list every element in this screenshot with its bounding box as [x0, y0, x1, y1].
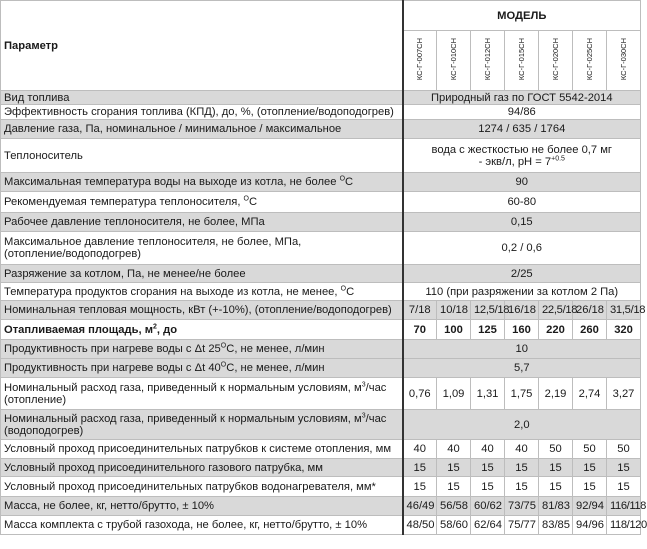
- row-cell: 81/83: [539, 497, 573, 516]
- row-mass-kit: [1, 516, 641, 535]
- row-value: 1274 / 635 / 1764: [403, 120, 641, 139]
- row-value: 2/25: [403, 265, 641, 283]
- row-value: 2,0: [403, 410, 641, 440]
- row-label: Условный проход присоединительных патрубков к системе отопления, мм: [1, 440, 403, 459]
- row-cell: 31,5/18: [607, 301, 641, 320]
- row-cell: 40: [437, 440, 471, 459]
- row-cell: 50: [573, 440, 607, 459]
- row-cell: 1,75: [505, 378, 539, 410]
- row-value: 0,2 / 0,6: [403, 232, 641, 265]
- row-cell: 50: [539, 440, 573, 459]
- row-cell: 15: [403, 459, 437, 477]
- row-cell: 15: [471, 459, 505, 477]
- row-label: Условный проход присоединительного газового патрубка, мм: [1, 459, 403, 477]
- row-cell: 116/118: [607, 497, 641, 516]
- row-label: Номинальная тепловая мощность, кВт (+-10%), (отопление/водоподогрев): [1, 301, 403, 320]
- row-cell: 15: [471, 477, 505, 497]
- row-perf-25: [1, 340, 641, 359]
- row-power: [1, 301, 641, 320]
- row-perf-40: [1, 359, 641, 378]
- row-cell: 118/120: [607, 516, 641, 535]
- row-label: Масса комплекта с трубой газохода, не более, кг, нетто/брутто, ± 10%: [1, 516, 403, 535]
- row-cell: 260: [573, 320, 607, 340]
- row-cell: 2,19: [539, 378, 573, 410]
- row-cell: 3,27: [607, 378, 641, 410]
- row-value: 60-80: [403, 192, 641, 213]
- row-cell: 40: [403, 440, 437, 459]
- row-coolant: [1, 139, 641, 173]
- row-cell: 94/96: [573, 516, 607, 535]
- row-label: Условный проход присоединительных патрубков водонагревателя, мм*: [1, 477, 403, 497]
- header-row-title: [1, 1, 641, 31]
- model-name: КС-Г-012СН: [471, 31, 505, 91]
- row-label: Рабочее давление теплоносителя, не более, МПа: [1, 213, 403, 232]
- row-value: 110 (при разряжении за котлом 2 Па): [403, 283, 641, 301]
- row-gas-water: [1, 410, 641, 440]
- row-value: [403, 139, 641, 173]
- row-cell: 320: [607, 320, 641, 340]
- row-value: 94/86: [403, 105, 641, 120]
- row-value: 5,7: [403, 359, 641, 378]
- row-cell: 160: [505, 320, 539, 340]
- coolant-sup: +0.5: [551, 154, 565, 162]
- row-efficiency: [1, 105, 641, 120]
- row-cell: 62/64: [471, 516, 505, 535]
- row-value: 10: [403, 340, 641, 359]
- row-draft: [1, 265, 641, 283]
- row-cell: 100: [437, 320, 471, 340]
- row-cell: 7/18: [403, 301, 437, 320]
- row-cell: 22,5/18: [539, 301, 573, 320]
- row-cell: 1,31: [471, 378, 505, 410]
- row-label: Номинальный расход газа, приведенный к нормальным условиям, $м^3$/час (водоподогрев): [1, 410, 403, 440]
- model-name: КС-Г-030СН: [607, 31, 641, 91]
- row-value: 0,15: [403, 213, 641, 232]
- row-cell: 40: [505, 440, 539, 459]
- row-gas-heating: [1, 378, 641, 410]
- row-cell: 15: [437, 459, 471, 477]
- row-cell: 73/75: [505, 497, 539, 516]
- model-name: КС-Г-007СН: [403, 31, 437, 91]
- row-cell: 56/58: [437, 497, 471, 516]
- row-cell: 15: [539, 477, 573, 497]
- param-column-title: Параметр: [1, 1, 403, 91]
- row-mass: [1, 497, 641, 516]
- row-cell: 1,09: [437, 378, 471, 410]
- row-label: Разряжение за котлом, Па, не менее/не более: [1, 265, 403, 283]
- row-cell: 15: [573, 477, 607, 497]
- row-cell: 125: [471, 320, 505, 340]
- row-cell: 15: [505, 477, 539, 497]
- row-label: Давление газа, Па, номинальное / минимальное / максимальное: [1, 120, 403, 139]
- row-cell: 15: [607, 459, 641, 477]
- row-cell: 10/18: [437, 301, 471, 320]
- row-label: Максимальная температура воды на выходе из котла, не более $^O$С: [1, 173, 403, 192]
- row-fuel: [1, 91, 641, 105]
- row-cell: 15: [539, 459, 573, 477]
- row-value: Природный газ по ГОСТ 5542-2014: [403, 91, 641, 105]
- model-column-title: МОДЕЛЬ: [403, 1, 641, 31]
- coolant-line1: вода с жесткостью не более 0,7 мг: [431, 143, 613, 156]
- row-cell: 15: [573, 459, 607, 477]
- row-cell: 16/18: [505, 301, 539, 320]
- row-value: 90: [403, 173, 641, 192]
- row-pipe-water: [1, 477, 641, 497]
- row-pipe-heating: [1, 440, 641, 459]
- row-label: Эффективность сгорания топлива (КПД), до, %, (отопление/водоподогрев): [1, 105, 403, 120]
- row-cell: 15: [607, 477, 641, 497]
- row-cell: 50: [607, 440, 641, 459]
- row-cell: 0,76: [403, 378, 437, 410]
- row-cell: 26/18: [573, 301, 607, 320]
- row-cell: 15: [437, 477, 471, 497]
- row-work-pressure: [1, 213, 641, 232]
- row-label: Максимальное давление теплоносителя, не более, МПа, (отопление/водоподогрев): [1, 232, 403, 265]
- row-cell: 60/62: [471, 497, 505, 516]
- row-rec-temp: [1, 192, 641, 213]
- row-cell: 15: [505, 459, 539, 477]
- row-label: Температура продуктов сгорания на выходе из котла, не менее, $^O$С: [1, 283, 403, 301]
- model-name: КС-Г-025СН: [573, 31, 607, 91]
- row-cell: 46/49: [403, 497, 437, 516]
- row-label: Рекомендуемая температура теплоносителя, $^O$С: [1, 192, 403, 213]
- row-cell: 220: [539, 320, 573, 340]
- row-label: Продуктивность при нагреве воды с Δt $25^OС$, не менее, л/мин: [1, 340, 403, 359]
- model-name: КС-Г-010СН: [437, 31, 471, 91]
- row-label: Отапливаемая площадь, $м^2$, до: [1, 320, 403, 340]
- row-cell: 83/85: [539, 516, 573, 535]
- row-cell: 12,5/18: [471, 301, 505, 320]
- row-label: Продуктивность при нагреве воды с Δt $40^OС$, не менее, л/мин: [1, 359, 403, 378]
- row-cell: 70: [403, 320, 437, 340]
- model-name: КС-Г-020СН: [539, 31, 573, 91]
- row-cell: 92/94: [573, 497, 607, 516]
- row-area: [1, 320, 641, 340]
- row-cell: 2,74: [573, 378, 607, 410]
- row-label: Номинальный расход газа, приведенный к нормальным условиям, $м^3$/час (отопление): [1, 378, 403, 410]
- row-max-pressure: [1, 232, 641, 265]
- row-cell: 15: [403, 477, 437, 497]
- row-pipe-gas: [1, 459, 641, 477]
- row-cell: 58/60: [437, 516, 471, 535]
- row-label: Масса, не более, кг, нетто/брутто, ± 10%: [1, 497, 403, 516]
- row-max-temp: [1, 173, 641, 192]
- row-label: Теплоноситель: [1, 139, 403, 173]
- model-name: КС-Г-015СН: [505, 31, 539, 91]
- row-cell: 75/77: [505, 516, 539, 535]
- row-label: Вид топлива: [1, 91, 403, 105]
- row-cell: 40: [471, 440, 505, 459]
- coolant-line2: - экв/л, рН = 7: [478, 155, 552, 168]
- row-flue-temp: [1, 283, 641, 301]
- row-gas-pressure: [1, 120, 641, 139]
- row-cell: 48/50: [403, 516, 437, 535]
